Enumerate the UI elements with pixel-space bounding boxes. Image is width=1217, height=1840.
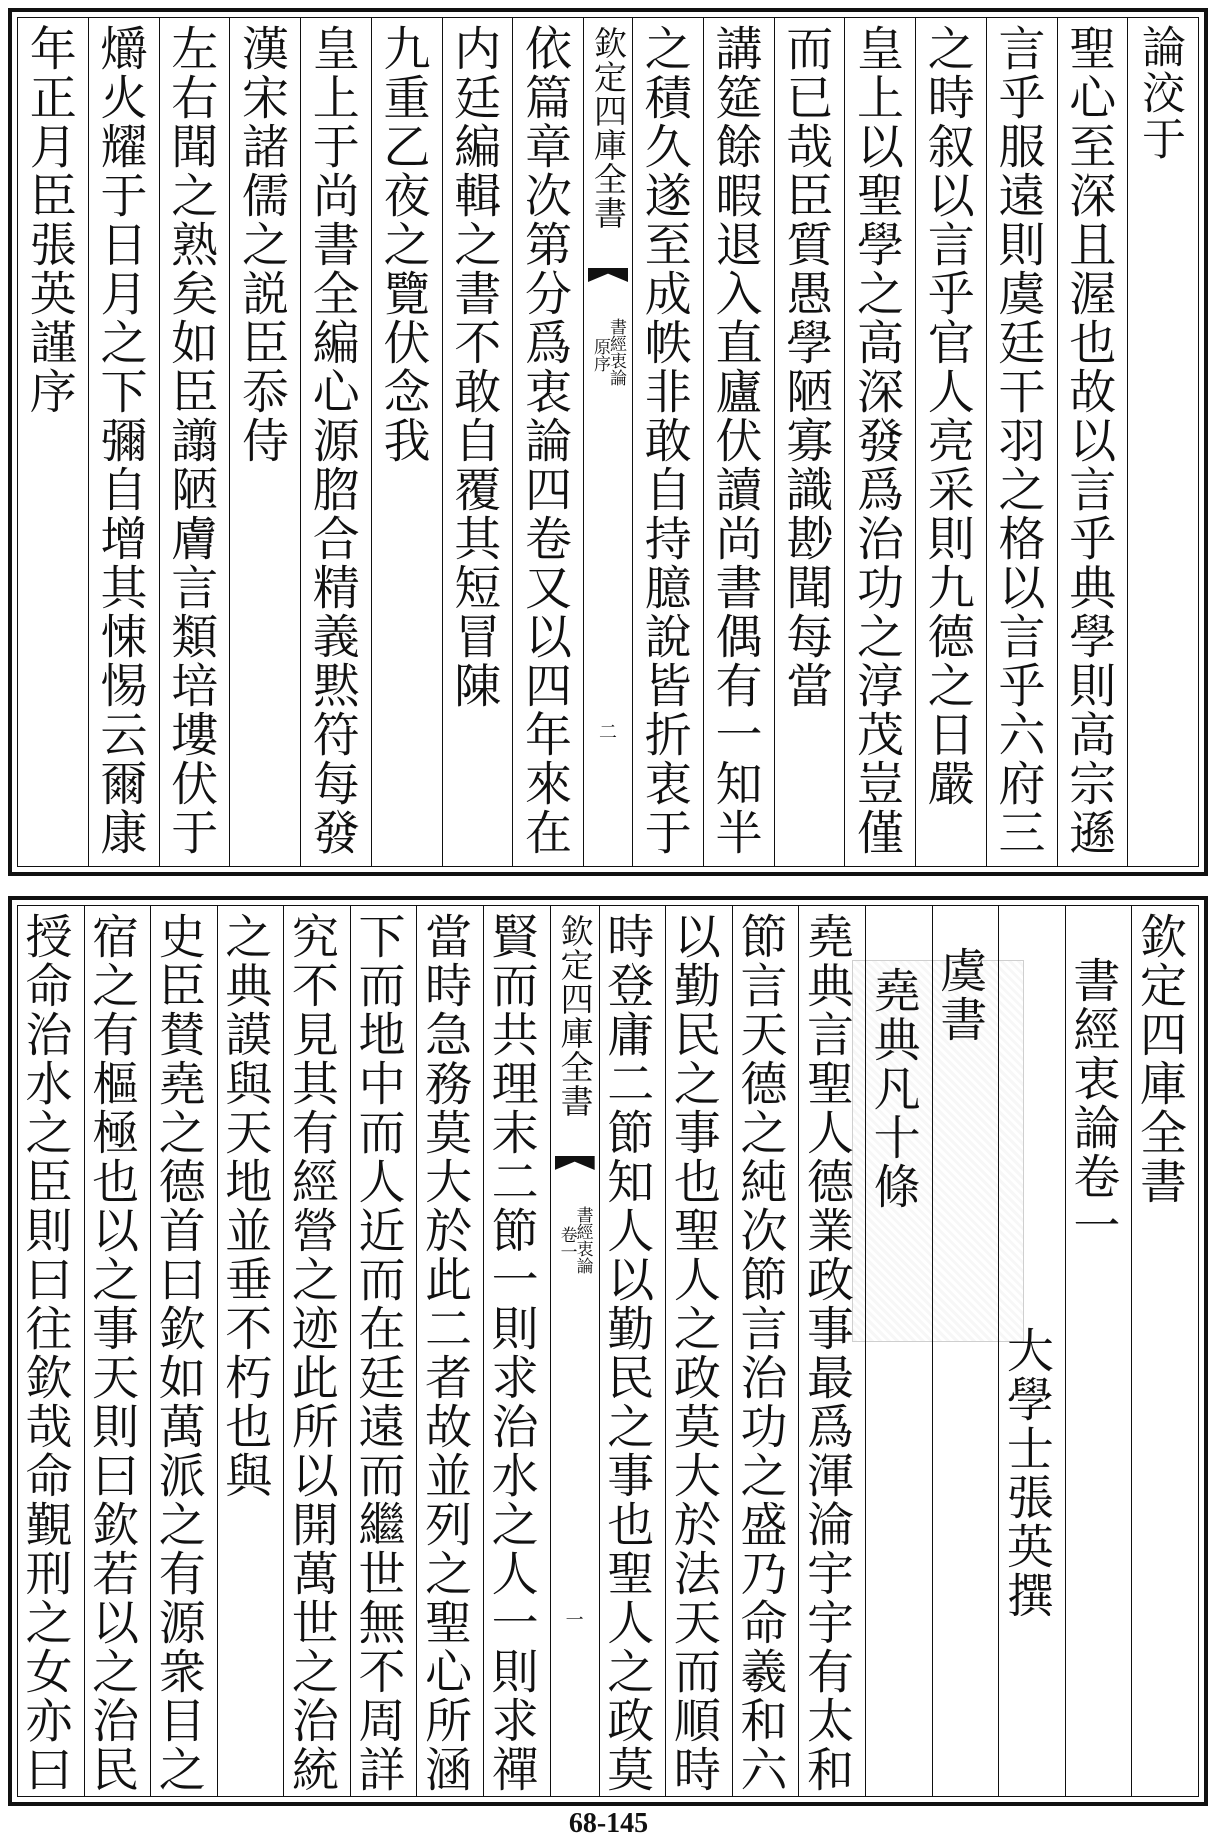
center-fold: [550, 906, 599, 1796]
text-column: 賢而共理末二節一則求治水之人一則求禪: [483, 906, 550, 1796]
text-column: 九重乙夜之覽伏念我: [371, 18, 442, 866]
bottom-page-frame: [17, 905, 1199, 1797]
text-column: 以勤民之事也聖人之政莫大於法天而順時: [665, 906, 732, 1796]
text-column: 授命治水之臣則曰往欽哉命覲刑之女亦曰: [17, 912, 73, 1794]
top-page-frame: [17, 17, 1199, 867]
text-column: 年正月臣張英謹序: [21, 24, 77, 416]
text-column: 聖心至深且渥也故以言乎典學則高宗遜: [1057, 18, 1128, 866]
center-book-title: 書經衷論: [572, 1206, 593, 1274]
text-column: 宿之有樞極也以之事天則曰欽若以之治民: [84, 906, 151, 1796]
text-column: 之時叙以言乎官人亮采則九德之日嚴: [915, 18, 986, 866]
text-column: 皇上以聖學之高深發爲治功之淳茂豈僅: [844, 18, 915, 866]
text-column: 欽定四庫全書: [1131, 906, 1198, 1796]
center-section: 卷一: [556, 1226, 577, 1260]
text-column: 之典謨與天地並垂不朽也與: [217, 906, 284, 1796]
center-section: 原序: [590, 338, 610, 372]
page-footer-number: 68-145: [568, 1808, 649, 1839]
text-column: 漢宋諸儒之説臣忝侍: [229, 18, 300, 866]
page-number: 一: [565, 1610, 584, 1631]
text-column: 内廷編輯之書不敢自覆其短冒陳: [442, 18, 513, 866]
text-column: 爝火耀于日月之下彌自增其悚惕云爾康: [88, 18, 159, 866]
text-column: 左右聞之熟矣如臣譾陋膚言類培塿伏于: [159, 18, 230, 866]
fish-tail-mark: [588, 268, 628, 282]
fish-tail-mark: [555, 1156, 595, 1170]
bottom-page: [8, 896, 1208, 1806]
text-column: 節言天德之純次節言治功之盛乃命羲和六: [732, 906, 799, 1796]
page-number: 二: [599, 722, 617, 743]
center-book-title: 書經衷論: [606, 318, 626, 386]
text-column: 論洨于: [1127, 18, 1198, 866]
bottom-columns: [18, 906, 1198, 1796]
top-page: [8, 8, 1208, 876]
text-column: 堯典言聖人德業政事最爲渾淪宇宇有太和: [798, 906, 865, 1796]
text-column: 虞書: [932, 906, 999, 1796]
text-column: 而已哉臣質愚學陋寡識尠聞每當: [774, 18, 845, 866]
text-column: 之積久遂至成帙非敢自持臆說皆折衷于: [632, 18, 703, 866]
text-column: 堯典凡十條: [865, 906, 932, 1796]
text-column: 下而地中而人近而在廷遠而繼世無不周詳: [350, 906, 417, 1796]
center-title: 欽定四庫全書: [589, 26, 628, 230]
text-column: 講筵餘暇退入直廬伏讀尚書偶有一知半: [703, 18, 774, 866]
center-fold: [583, 18, 632, 866]
text-column: 史臣賛堯之德首曰欽如萬派之有源衆目之: [150, 906, 217, 1796]
center-title: 欽定四庫全書: [555, 914, 595, 1118]
text-column: 大學士張英撰: [998, 906, 1065, 1796]
text-column: 皇上于尚書全編心源脗合精義黙符每發: [300, 18, 371, 866]
text-column: 依篇章次第分爲衷論四卷又以四年來在: [512, 18, 583, 866]
text-column: 時登庸二節知人以勤民之事也聖人之政莫: [599, 906, 666, 1796]
top-columns: [18, 18, 1198, 866]
text-column: 言乎服遠則虞廷干羽之格以言乎六府三: [986, 18, 1057, 866]
text-column: 當時急務莫大於此二者故並列之聖心所涵: [416, 906, 483, 1796]
text-column: 究不見其有經營之迹此所以開萬世之治統: [283, 906, 350, 1796]
text-column: 書經衷論卷一: [1065, 906, 1132, 1796]
